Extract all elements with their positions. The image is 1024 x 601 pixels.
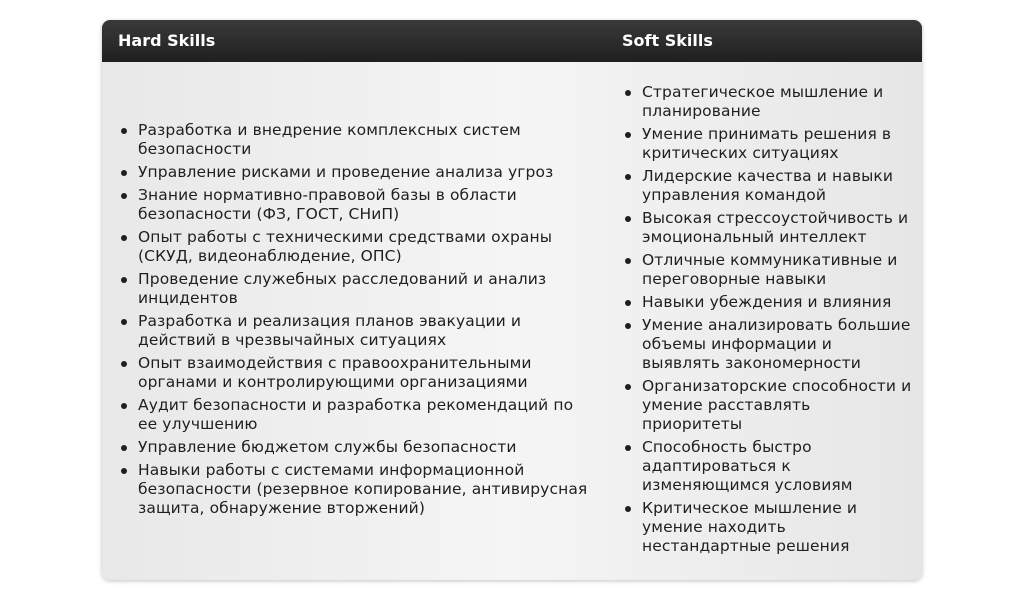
table-header xyxy=(102,20,922,62)
hard-skill-item: Проведение служебных расследований и анализ инцидентов xyxy=(138,270,593,308)
soft-skill-item: Отличные коммуникативные и переговорные навыки xyxy=(642,251,914,289)
soft-skill-item: Критическое мышление и умение находить нестандартные решения xyxy=(642,499,914,556)
header-hard-skills: Hard Skills xyxy=(118,31,216,50)
hard-skill-item: Знание нормативно-правовой базы в области безопасности (ФЗ, ГОСТ, СНиП) xyxy=(138,186,593,224)
soft-skills-column xyxy=(602,62,922,580)
hard-skill-item: Управление рисками и проведение анализа угроз xyxy=(138,163,593,182)
soft-skill-item: Умение анализировать большие объемы информации и выявлять закономерности xyxy=(642,316,914,373)
hard-skill-item: Разработка и реализация планов эвакуации и действий в чрезвычайных ситуациях xyxy=(138,312,593,350)
soft-skills-list xyxy=(642,83,914,560)
soft-skill-item: Лидерские качества и навыки управления командой xyxy=(642,167,914,205)
hard-skills-column xyxy=(102,62,602,580)
header-soft-skills: Soft Skills xyxy=(622,31,713,50)
soft-skill-item: Стратегическое мышление и планирование xyxy=(642,83,914,121)
hard-skills-list xyxy=(138,121,593,522)
hard-skill-item: Навыки работы с системами информационной безопасности (резервное копирование, антивирусная защита, обнаружение вторжений) xyxy=(138,461,593,518)
hard-skill-item: Управление бюджетом службы безопасности xyxy=(138,438,593,457)
soft-skill-item: Умение принимать решения в критических ситуациях xyxy=(642,125,914,163)
hard-skill-item: Разработка и внедрение комплексных систем безопасности xyxy=(138,121,593,159)
soft-skill-item: Навыки убеждения и влияния xyxy=(642,293,914,312)
hard-skill-item: Опыт взаимодействия с правоохранительными органами и контролирующими организациями xyxy=(138,354,593,392)
hard-skill-item: Аудит безопасности и разработка рекомендаций по ее улучшению xyxy=(138,396,593,434)
soft-skill-item: Способность быстро адаптироваться к изменяющимся условиям xyxy=(642,438,914,495)
hard-skill-item: Опыт работы с техническими средствами охраны (СКУД, видеонаблюдение, ОПС) xyxy=(138,228,593,266)
soft-skill-item: Высокая стрессоустойчивость и эмоциональный интеллект xyxy=(642,209,914,247)
soft-skill-item: Организаторские способности и умение расставлять приоритеты xyxy=(642,377,914,434)
skills-table xyxy=(102,20,922,580)
